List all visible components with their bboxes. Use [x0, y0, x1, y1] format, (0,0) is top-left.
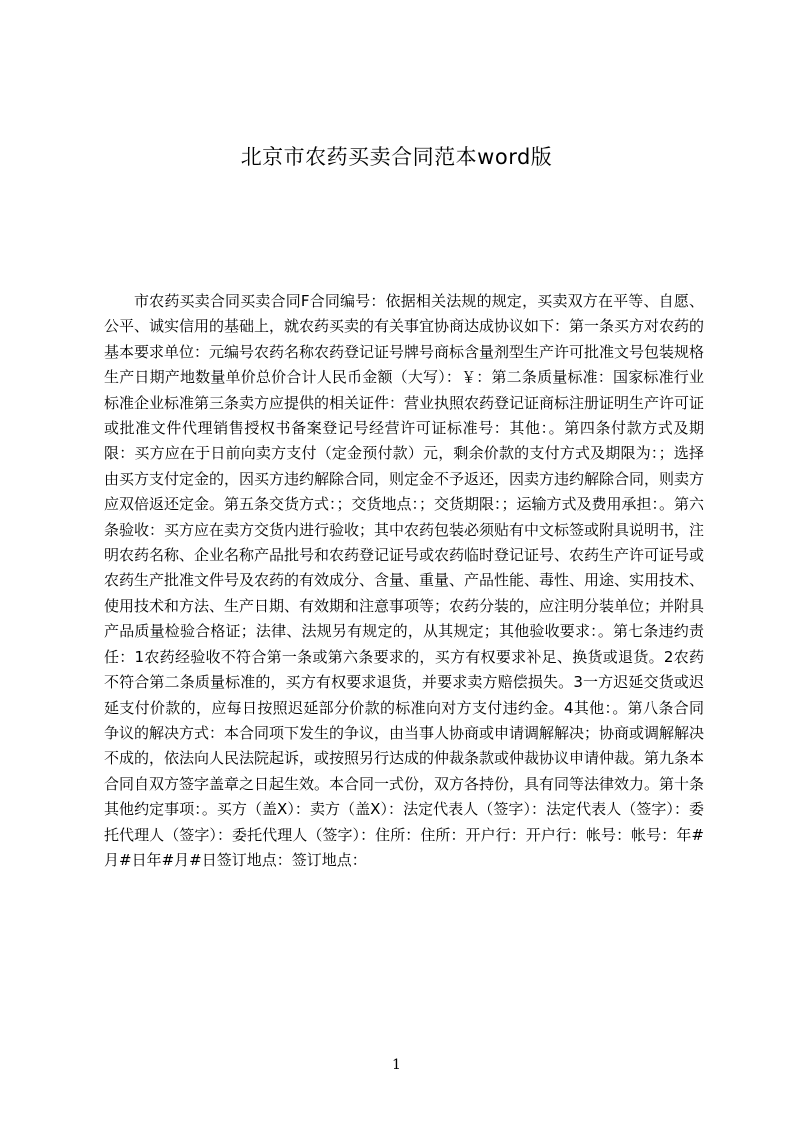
document-title: 北京市农药买卖合同范本word版	[240, 145, 553, 169]
page-number: 1	[392, 1057, 401, 1073]
contract-body-text: 市农药买卖合同买卖合同F合同编号：依据相关法规的规定，买卖双方在平等、自愿、公平、诚实信用的基础上，就农药买卖的有关事宜协商达成协议如下：第一条买方对农药的基本要求单位：元编号农药名称农药登记证号牌号商标含量剂型生产许可批准文号包装规格生产日期产地数量单价总价合计人民币金额（大写）：￥：第二条质量标准：国家标准行业标准企业标准第三条卖方应提供的相关证件：营业执照农药登记证商标注册证明生产许可证或批准文件代理销售授权书备案登记号经营许可证标准号：其他：。第四条付款方式及期限：买方应在于日前向卖方支付（定金预付款）元，剩余价款的支付方式及期限为：；选择由买方支付定金的，因买方违约解除合同，则定金不予返还，因卖方违约解除合同，则卖方应双倍返还定金。第五条交货方式：；交货地点：；交货期限：；运输方式及费用承担：。第六条验收：买方应在卖方交货内进行验收；其中农药包装必须贴有中文标签或附具说明书，注明农药名称、企业名称产品批号和农药登记证号或农药临时登记证号、农药生产许可证号或农药生产批准文件号及农药的有效成分、含量、重量、产品性能、毒性、用途、实用技术、使用技术和方法、生产日期、有效期和注意事项等；农药分装的，应注明分装单位；并附具产品质量检验合格证；法律、法规另有规定的，从其规定；其他验收要求：。第七条违约责任：1农药经验收不符合第一条或第六条要求的，买方有权要求补足、换货或退货。2农药不符合第二条质量标准的，买方有权要求退货，并要求卖方赔偿损失。3一方迟延交货或迟延支付价款的，应每日按照迟延部分价款的标准向对方支付违约金。4其他：。第八条合同争议的解决方式：本合同项下发生的争议，由当事人协商或申请调解解决；协商或调解解决不成的，依法向人民法院起诉，或按照另行达成的仲裁条款或仲裁协议申请仲裁。第九条本合同自双方签字盖章之日起生效。本合同一式份，双方各持份，具有同等法律效力。第十条其他约定事项：。买方（盖X）：卖方（盖X）：法定代表人（签字）：法定代表人（签字）：委托代理人（签字）：委托代理人（签字）：住所：住所：开户行：开户行：帐号：帐号：年#月#日年#月#日签订地点：签订地点：	[104, 292, 705, 869]
